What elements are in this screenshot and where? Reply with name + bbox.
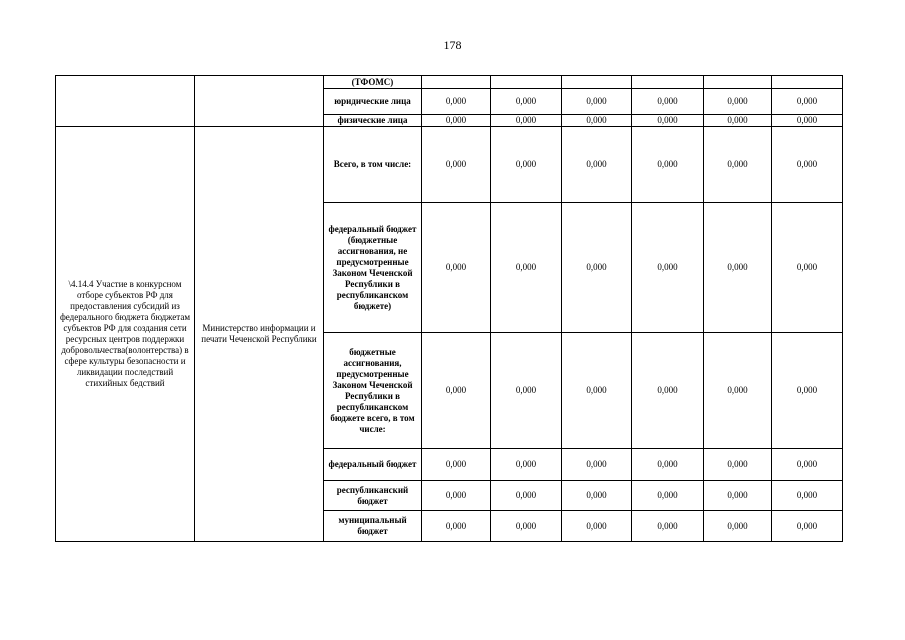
value-cell: 0,000 [704,449,772,481]
value-cell [422,76,491,89]
table-row [56,76,843,89]
value-cell: 0,000 [422,203,491,333]
value-cell: 0,000 [704,203,772,333]
funding-source-cell: федеральный бюджет [324,449,422,481]
value-cell: 0,000 [772,115,843,127]
value-cell: 0,000 [562,511,632,542]
value-cell: 0,000 [632,449,704,481]
value-cell: 0,000 [491,89,562,115]
budget-table [55,75,843,542]
value-cell: 0,000 [704,481,772,511]
activity-name-cell: \4.14.4 Участие в конкурсном отборе субъектов РФ для предоставления субсидий из федерального бюджета бюджетам субъектов РФ для создания сети ресурсных центров поддержки добровольчества(волонтерства) в сфере культуры безопасности и ликвидации последствий стихийных бедствий [56,127,195,542]
value-cell: 0,000 [632,481,704,511]
value-cell: 0,000 [422,115,491,127]
value-cell: 0,000 [422,481,491,511]
value-cell: 0,000 [491,481,562,511]
value-cell: 0,000 [704,511,772,542]
value-cell: 0,000 [422,449,491,481]
value-cell [562,76,632,89]
value-cell: 0,000 [491,511,562,542]
value-cell: 0,000 [632,115,704,127]
value-cell: 0,000 [562,203,632,333]
value-cell: 0,000 [562,89,632,115]
value-cell [704,76,772,89]
funding-source-cell: Всего, в том числе: [324,127,422,203]
funding-source-cell: (ТФОМС) [324,76,422,89]
value-cell: 0,000 [704,333,772,449]
value-cell: 0,000 [422,511,491,542]
value-cell [772,76,843,89]
value-cell: 0,000 [772,481,843,511]
value-cell: 0,000 [491,115,562,127]
funding-source-cell: юридические лица [324,89,422,115]
value-cell [632,76,704,89]
value-cell: 0,000 [422,333,491,449]
funding-source-cell: бюджетные ассигнования, предусмотренные Законом Чеченской Республики в республиканском бюджете всего, в том числе: [324,333,422,449]
value-cell: 0,000 [772,333,843,449]
funding-source-cell: федеральный бюджет (бюджетные ассигнования, не предусмотренные Законом Чеченской Республики в республиканском бюджете) [324,203,422,333]
funding-source-cell: физические лица [324,115,422,127]
value-cell: 0,000 [632,203,704,333]
value-cell: 0,000 [491,127,562,203]
value-cell: 0,000 [491,203,562,333]
value-cell: 0,000 [772,511,843,542]
value-cell: 0,000 [704,127,772,203]
table-row [56,127,843,203]
funding-source-cell: республиканский бюджет [324,481,422,511]
value-cell: 0,000 [422,127,491,203]
value-cell: 0,000 [772,127,843,203]
empty-executor-cell [195,76,324,127]
value-cell: 0,000 [422,89,491,115]
value-cell [491,76,562,89]
empty-name-cell [56,76,195,127]
value-cell: 0,000 [491,449,562,481]
value-cell: 0,000 [772,449,843,481]
funding-source-cell: муниципальный бюджет [324,511,422,542]
value-cell: 0,000 [562,127,632,203]
value-cell: 0,000 [704,115,772,127]
value-cell: 0,000 [491,333,562,449]
value-cell: 0,000 [562,333,632,449]
executor-cell: Министерство информации и печати Чеченской Республики [195,127,324,542]
value-cell: 0,000 [632,127,704,203]
value-cell: 0,000 [562,449,632,481]
value-cell: 0,000 [632,89,704,115]
value-cell: 0,000 [562,115,632,127]
page-number: 178 [443,38,462,52]
value-cell: 0,000 [772,203,843,333]
value-cell: 0,000 [632,511,704,542]
value-cell: 0,000 [562,481,632,511]
value-cell: 0,000 [772,89,843,115]
value-cell: 0,000 [632,333,704,449]
value-cell: 0,000 [704,89,772,115]
